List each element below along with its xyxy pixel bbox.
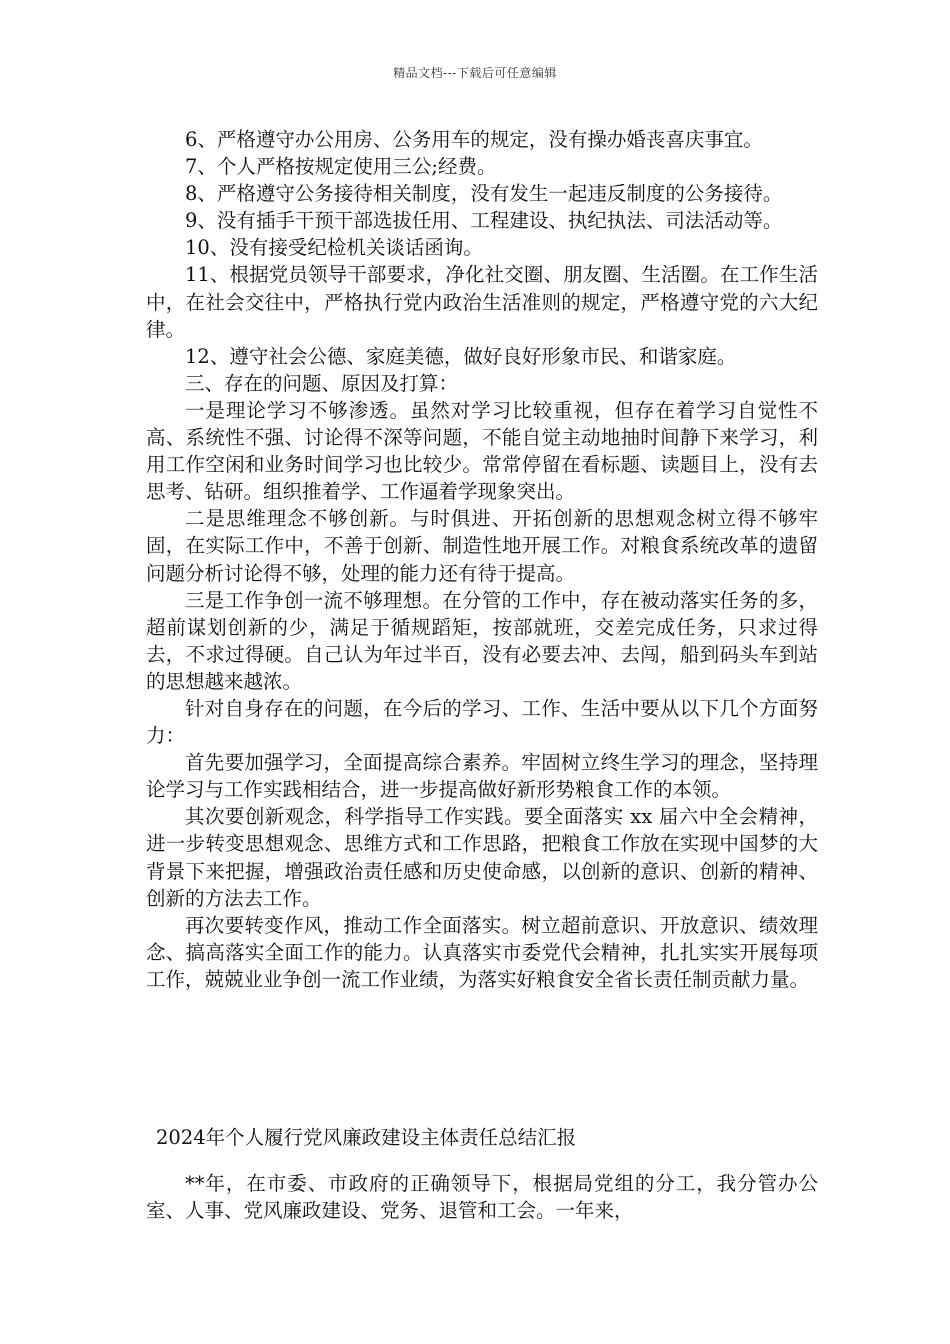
paragraph-problem-innovation: 二是思维理念不够创新。与时俱进、开拓创新的思想观念树立得不够牢固，在实际工作中，不善于创新、制造性地开展工作。对粮食系统改革的遗留问题分析讨论得不够，处理的能力还有待于提高。 (146, 507, 818, 585)
paragraph-effort-study: 首先要加强学习，全面提高综合素养。牢固树立终生学习的理念，坚持理论学习与工作实践相结合，进一步提高做好新形势粮食工作的本领。 (146, 751, 818, 802)
paragraph-item-12: 12、遵守社会公德、家庭美德，做好良好形象市民、和谐家庭。 (185, 344, 737, 368)
report-opening-paragraph: **年，在市委、市政府的正确领导下，根据局党组的分工，我分管办公室、人事、党风廉政建设、党务、退管和工会。一年来， (146, 1172, 818, 1223)
report-title: 2024年个人履行党风廉政建设主体责任总结汇报 (156, 1126, 577, 1149)
paragraph-effort-style: 再次要转变作风，推动工作全面落实。树立超前意识、开放意识、绩效理念、搞高落实全面工作的能力。认真落实市委党代会精神，扎扎实实开展每项工作，兢兢业业争创一流工作业绩，为落实好粮食安全省长责任制贡献力量。 (146, 913, 818, 991)
page-header: 精品文档---下载后可任意编辑 (393, 66, 557, 80)
report-body (146, 1170, 818, 1224)
section-heading-problems: 三、存在的问题、原因及打算： (185, 371, 459, 395)
paragraph-item-9: 9、没有插手干预干部选拔任用、工程建设、执纪执法、司法活动等。 (185, 209, 783, 233)
paragraph-item-11: 11、根据党员领导干部要求，净化社交圈、朋友圈、生活圈。在工作生活中，在社会交往中，严格执行党内政治生活准则的规定，严格遵守党的六大纪律。 (146, 263, 818, 341)
document-body (146, 126, 818, 993)
paragraph-item-7: 7、个人严格按规定使用三公;经费。 (185, 155, 497, 179)
paragraph-effort-innovation: 其次要创新观念，科学指导工作实践。要全面落实 xx 届六中全会精神，进一步转变思想观念、思维方式和工作思路，把粮食工作放在实现中国梦的大背景下来把握，增强政治责任感和历史使命感，以创新的意识、创新的精神、创新的方法去工作。 (146, 805, 818, 910)
paragraph-problem-theory: 一是理论学习不够渗透。虽然对学习比较重视，但存在着学习自觉性不高、系统性不强、讨论得不深等问题，不能自觉主动地抽时间静下来学习，利用工作空闲和业务时间学习也比较少。常常停留在看标题、读题目上，没有去思考、钻研。组织推着学、工作逼着学现象突出。 (146, 398, 818, 504)
paragraph-item-6: 6、严格遵守办公用房、公务用车的规定，没有操办婚丧喜庆事宜。 (185, 128, 763, 151)
paragraph-item-10: 10、没有接受纪检机关谈话函询。 (185, 236, 483, 260)
paragraph-efforts-intro: 针对自身存在的问题，在今后的学习、工作、生活中要从以下几个方面努力： (146, 696, 818, 748)
paragraph-item-8: 8、严格遵守公务接待相关制度，没有发生一起违反制度的公务接待。 (185, 182, 783, 206)
paragraph-problem-excellence: 三是工作争创一流不够理想。在分管的工作中，存在被动落实任务的多，超前谋划创新的少，满足于循规蹈矩，按部就班，交差完成任务，只求过得去，不求过得硬。自己认为年过半百，没有必要去冲、去闯，船到码头车到站的思想越来越浓。 (146, 588, 818, 693)
